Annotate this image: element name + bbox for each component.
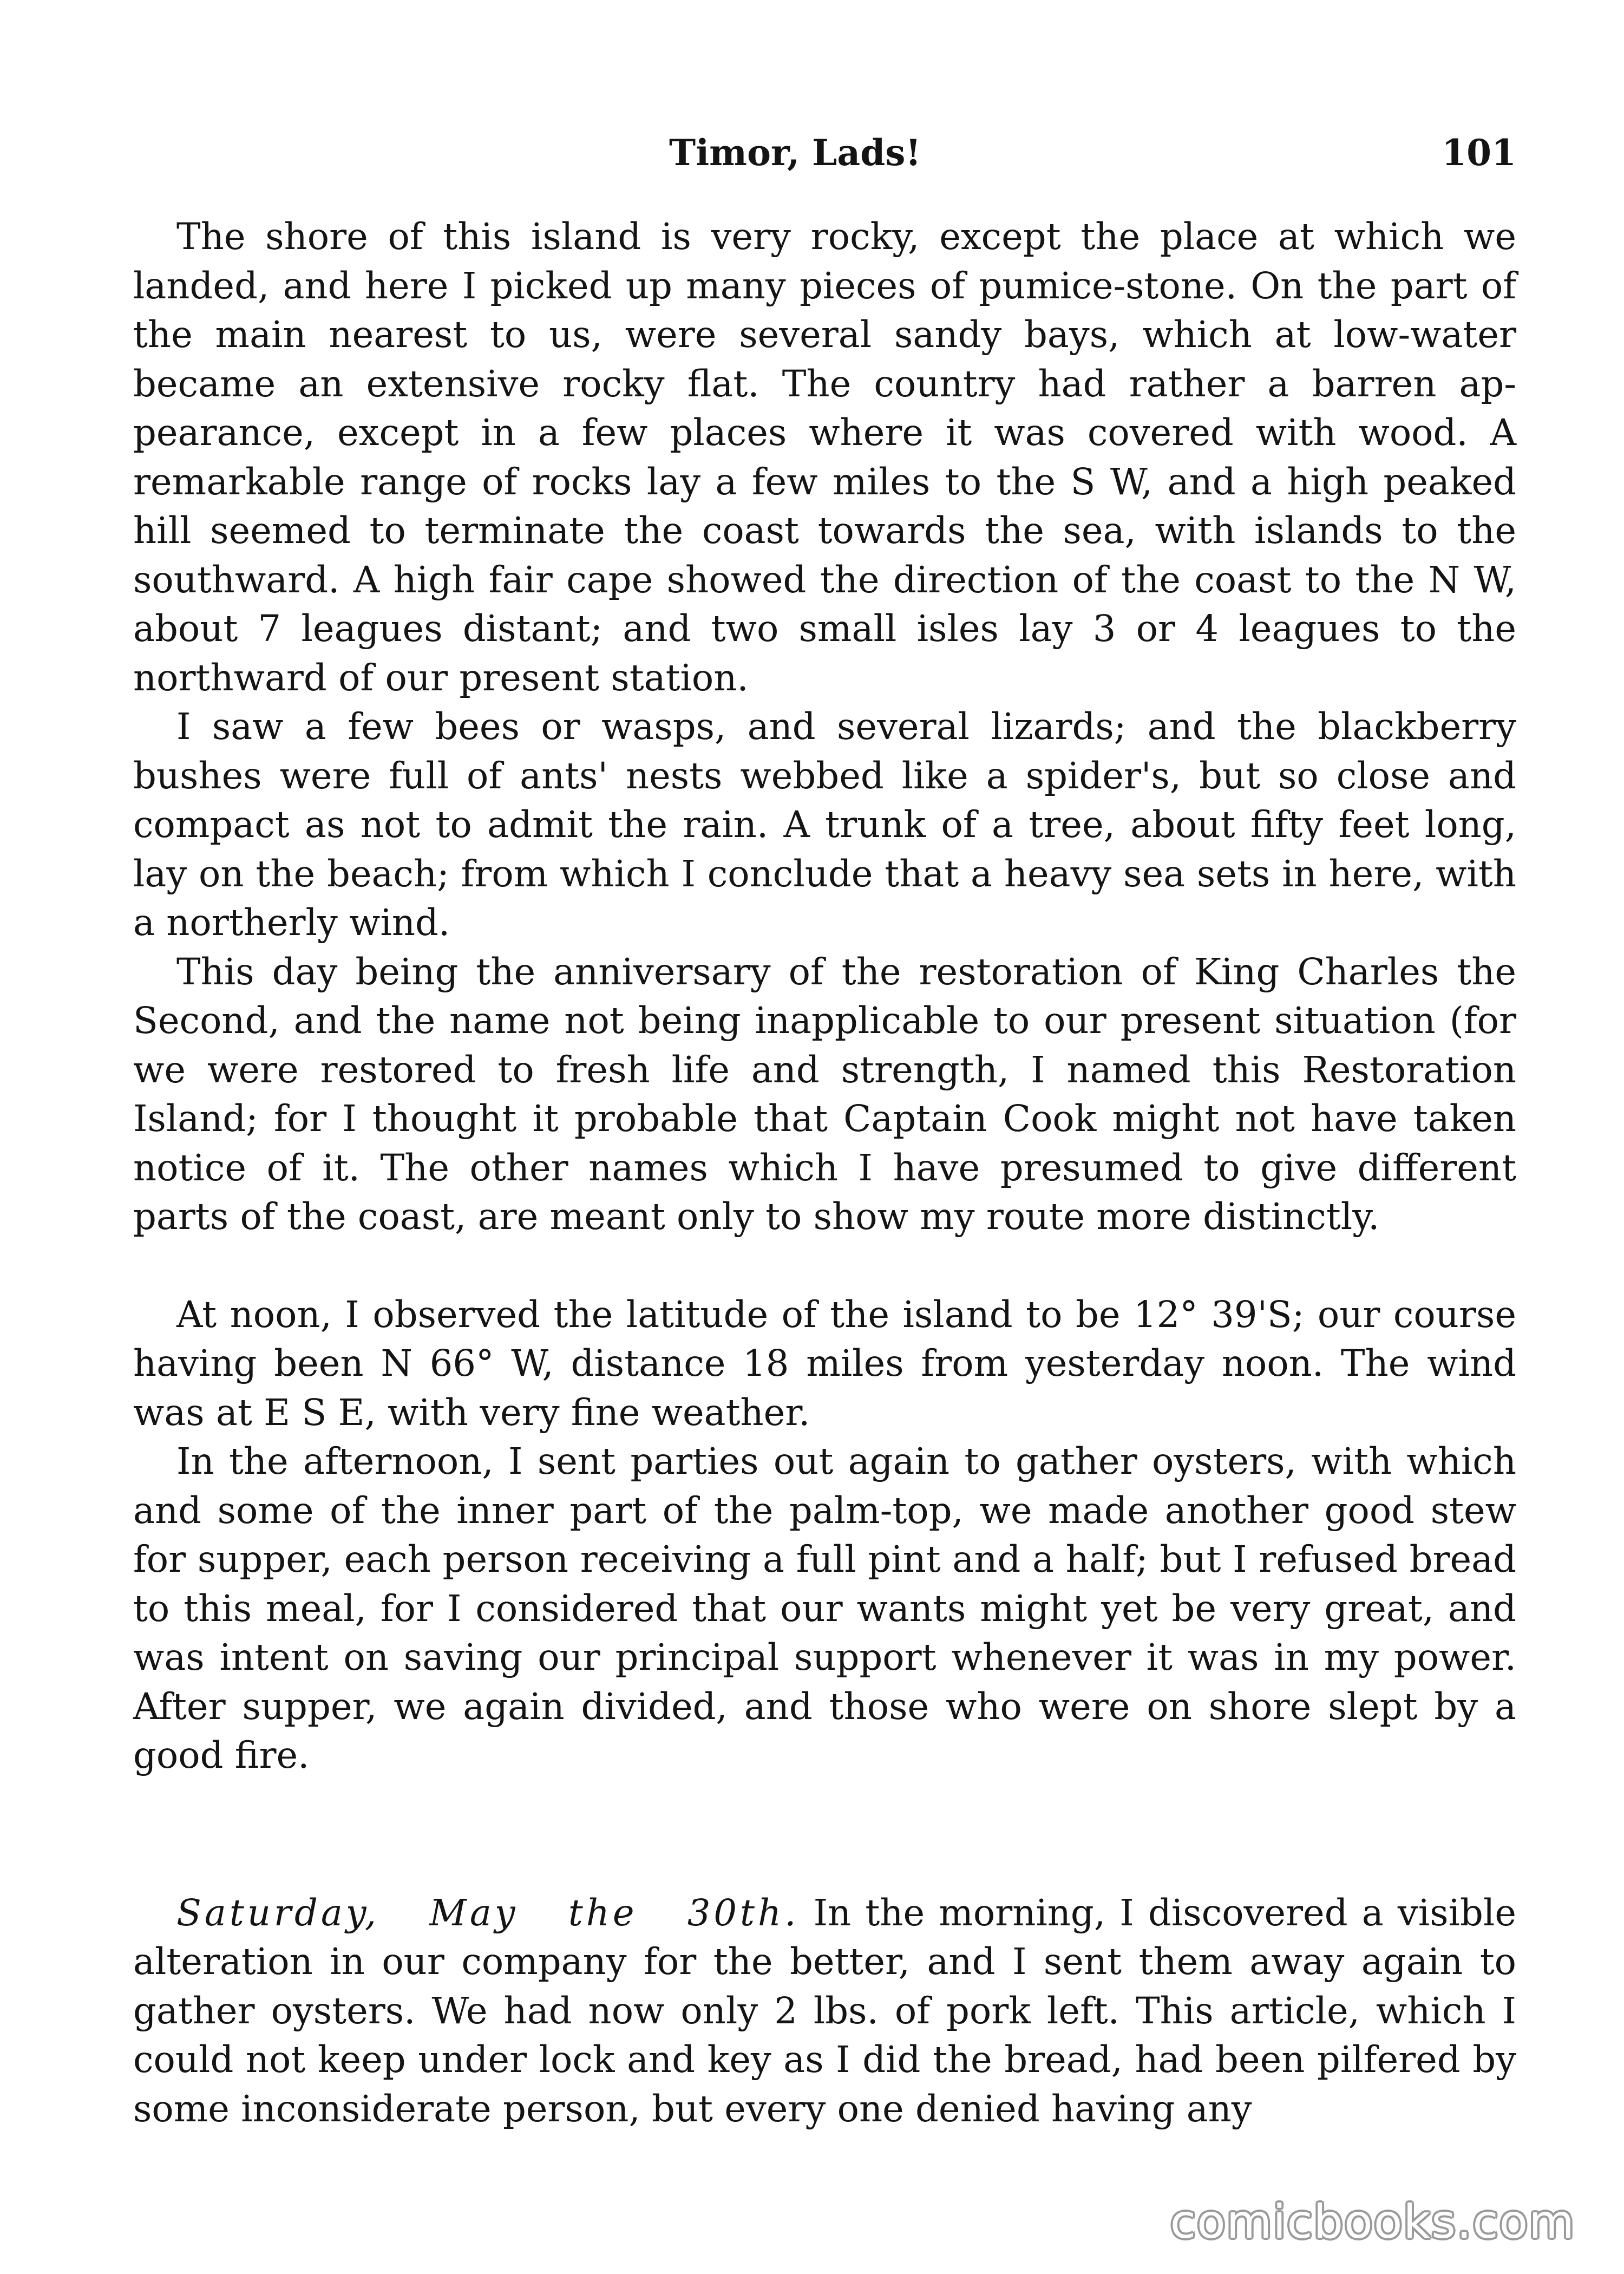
watermark: comicbooks.com [1170, 2195, 1575, 2249]
paragraph-shore: The shore of this island is very rocky, except the place at which we landed, and here I picked up many pieces of pumice-stone. On the part of the main nearest to us, were several sandy bays, which at low-water became an extensive rocky flat. The country had rather a barren appearance, except in a few places where it was covered with wood. A remarkable range of rocks lay a few miles to the S W, and a high peaked hill seemed to terminate the coast towards the sea, with islands to the southward. A high fair cape showed the direction of the coast to the N W, about 7 leagues distant; and two small isles lay 3 or 4 leagues to the northward of our present station. [133, 215, 1516, 699]
paragraph-saturday-text: In the morning, I discovered a visible alteration in our company for the better, and I sent them away again to gather oysters. We had now only 2 lbs. of pork left. This article, which I could not keep under lock and key as I did the bread, had been pilfered by some inconsiderate person, but every one denied having any [133, 1891, 1516, 2130]
running-title: Timor, Lads! [669, 132, 921, 174]
paragraph-saturday [133, 1889, 1516, 2134]
page-body [133, 212, 1516, 2133]
paragraph-noon: At noon, I observed the latitude of the island to be 12° 39'S; our course having been N 66° W, distance 18 miles from yesterday noon. The wind was at E S E, with very fine weather. [133, 1293, 1516, 1434]
date-label: Saturday, May the 30th. [176, 1891, 800, 1934]
running-header [669, 126, 1516, 180]
paragraph-bees: I saw a few bees or wasps, and several lizards; and the blackberry bushes were full of ants' nests webbed like a spider's, but so close and compact as not to admit the rain. A trunk of a tree, about fifty feet long, lay on the beach; from which I conclude that a heavy sea sets in here, with a northerly wind. [133, 705, 1516, 944]
paragraph-restoration: This day being the anniversary of the restoration of King Charles the Second, and the name not being inapplicable to our present situation (for we were restored to fresh life and strength, I named this Restoration Island; for I thought it probable that Captain Cook might not have taken notice of it. The other names which I have presumed to give different parts of the coast, are meant only to show my route more distinctly. [133, 950, 1516, 1238]
paragraph-afternoon: In the afternoon, I sent parties out again to gather oysters, with which and some of the inner part of the palm-top, we made another good stew for supper, each person receiving a full pint and a half; but I refused bread to this meal, for I considered that our wants might yet be very great, and was intent on saving our principal support whenever it was in my power. After supper, we again divided, and those who were on shore slept by a good fire. [133, 1440, 1516, 1776]
page-number: 101 [1442, 132, 1516, 174]
